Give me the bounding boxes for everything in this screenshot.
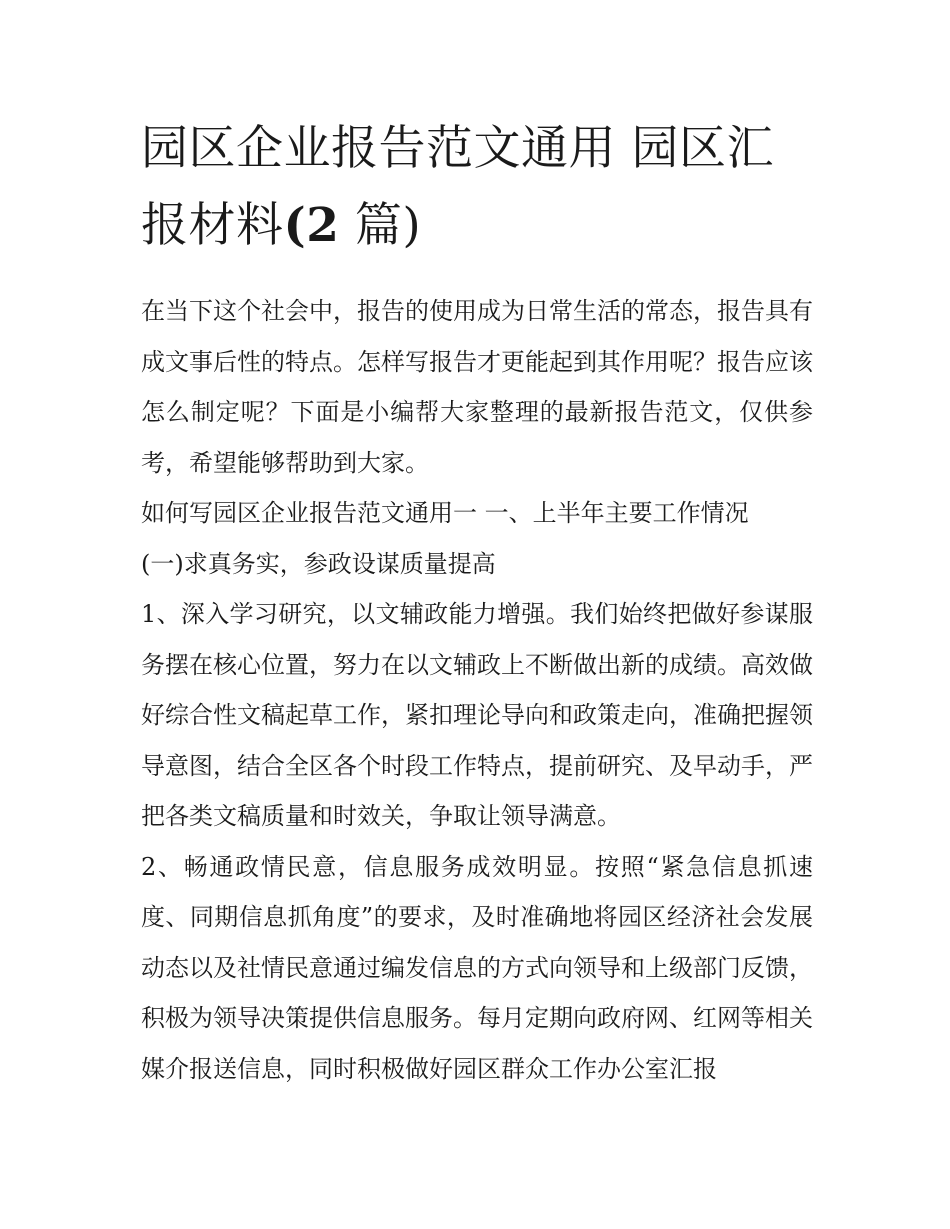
- section-heading: 如何写园区企业报告范文通用一 一、上半年主要工作情况: [141, 499, 749, 527]
- intro-paragraph: 在当下这个社会中，报告的使用成为日常生活的常态，报告具有成文事后性的特点。怎样写报告才更能起到其作用呢？报告应该怎么制定呢？下面是小编帮大家整理的最新报告范文，仅供参考，希望能够帮助到大家。: [141, 297, 813, 477]
- title-suffix: 篇): [339, 198, 422, 253]
- body-paragraph: 2、畅通政情民意，信息服务成效明显。按照“紧急信息抓速度、同期信息抓角度”的要求，及时准确地将园区经济社会发展动态以及社情民意通过编发信息的方式向领导和上级部门反馈，积极为领导决策提供信息服务。每月定期向政府网、红网等相关媒介报送信息，同时积极做好园区群众工作办公室汇报: [141, 852, 813, 1083]
- document-page: [141, 110, 813, 1094]
- title-count: (2: [283, 198, 340, 253]
- document-title: [141, 110, 813, 264]
- title-text: 园区企业报告范文通用 园区汇报材料: [141, 121, 774, 253]
- body-paragraph: 1、深入学习研究，以文辅政能力增强。我们始终把做好参谋服务摆在核心位置，努力在以文辅政上不断做出新的成绩。高效做好综合性文稿起草工作，紧扣理论导向和政策走向，准确把握领导意图，结合全区各个时段工作特点，提前研究、及早动手，严把各类文稿质量和时效关，争取让领导满意。: [141, 600, 813, 830]
- document-body: [141, 286, 813, 1094]
- subsection-heading: (一)求真务实，参政设谋质量提高: [141, 549, 496, 578]
